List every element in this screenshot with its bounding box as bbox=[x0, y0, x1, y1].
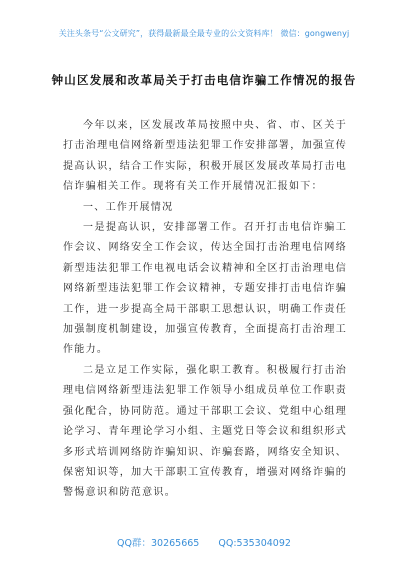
document-title: 钟山区发展和改革局关于打击电信诈骗工作情况的报告 bbox=[51, 73, 357, 87]
qq-number-link[interactable]: QQ:535304092 bbox=[218, 538, 291, 549]
document-body bbox=[63, 116, 347, 504]
qq-group-link[interactable]: QQ群：30265665 bbox=[117, 538, 200, 549]
header-notice: 关注头条号“公文研究”，获得最新最全最专业的公文资料库！ 微信：gongwenyj bbox=[58, 29, 350, 38]
intro-paragraph: 今年以来，区发展改革局按照中央、省、市、区关于打击治理电信网络新型违法犯罪工作安排部署，加强宣传提高认识，结合工作实际，积极开展区发展改革局打击电信诈骗相关工作。现将有关工作开展情况汇报如下： bbox=[63, 120, 347, 193]
body-paragraph-1: 一是提高认识，安排部署工作。召开打击电信诈骗工作会议、网络安全工作会议，传达全国打击治理电信网络新型违法犯罪工作电视电话会议精神和全区打击治理电信网络新型违法犯罪工作会议精神，专题安排打击电信诈骗工作，进一步提高全局干部职工思想认识，明确工作责任加强制度机制建设，加强宣传教育，全面提高打击治理工作能力。 bbox=[63, 222, 347, 356]
footer-contact bbox=[0, 535, 408, 549]
body-paragraph-2: 二是立足工作实际，强化职工教育。积极履行打击治理电信网络新型违法犯罪工作领导小组成员单位工作职责强化配合，协同防范。通过干部职工会议、党组中心组理论学习、青年理论学习小组、主题党日等会议和组织形式多形式培训网络防诈骗知识、诈骗套路，网络安全知识、保密知识等，加大干部职工宣传教育，增强对网络诈骗的警惕意识和防范意识。 bbox=[63, 364, 347, 499]
section-heading: 一、工作开展情况 bbox=[83, 201, 174, 213]
